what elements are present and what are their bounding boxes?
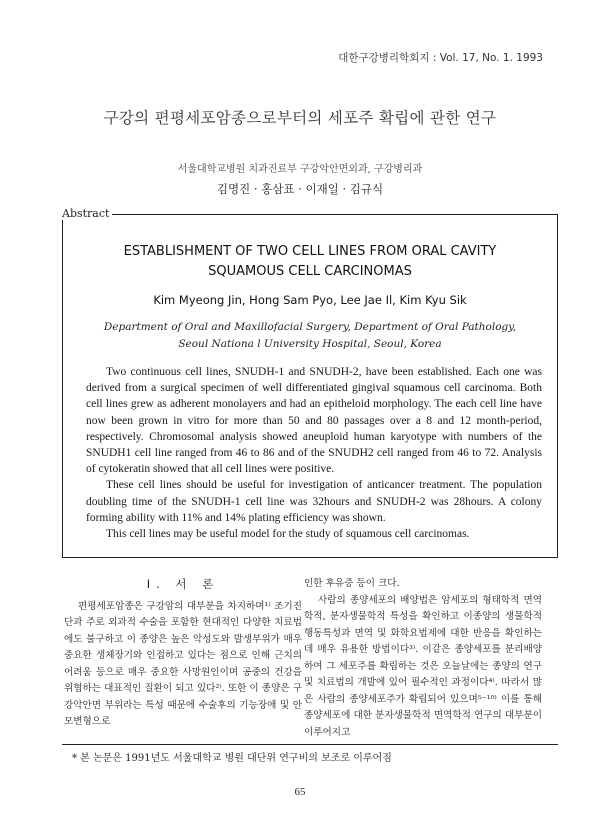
footnote: * 본 논문은 1991년도 서울대학교 병원 대단위 연구비의 보조로 이루어짐 xyxy=(72,753,392,764)
authors-kr: 김명진 · 홍삼표 · 이재일 · 김규식 xyxy=(216,182,384,196)
right-column xyxy=(304,576,542,741)
authors-en: Kim Myeong Jin, Hong Sam Pyo, Lee Jae Il, Kim Kyu Sik xyxy=(153,293,467,307)
left-column xyxy=(64,576,302,731)
english-title-line-1: ESTABLISHMENT OF TWO CELL LINES FROM ORAL CAVITY xyxy=(123,244,497,259)
abstract-paragraph: These cell lines should be useful for investigation of anticancer treatment. The population doubling time of the SNUDH-1 cell line was 32hours and SNUDH-2 was 28hours. A colony forming ability with 11% and 14% plating efficiency was shown. xyxy=(86,479,542,524)
korean-title: 구강의 편평세포암종으로부터의 세포주 확립에 관한 연구 xyxy=(103,109,497,127)
abstract-paragraph: Two continuous cell lines, SNUDH-1 and SNUDH-2, have been established. Each one was derived from a surgical specimen of well differentiated gingival squamous cell carcinoma. Both cell lines grew as adherent monolayers and had an epitheloid morphology. The each cell line have now been grown in vitro for more than 50 and 80 passages over a 8 and 12 month-period, respectively. Chromosomal analysis showed aneuploid human karyotype with numbers of the SNUDH1 cell line ranged from 46 to 86 and of the SNUDH2 cell ranged from 46 to 72. Analysis of cytokeratin showed that all cell lines were positive. xyxy=(86,366,542,476)
abstract-body xyxy=(86,364,542,542)
department-en-line-1: Department of Oral and Maxillofacial Surgery, Department of Oral Pathology, xyxy=(103,321,517,333)
department-en-line-2: Seoul Nationa l University Hospital, Seoul, Korea xyxy=(178,338,442,350)
page-number: 65 xyxy=(294,786,306,798)
english-title-line-2: SQUAMOUS CELL CARCINOMAS xyxy=(208,264,412,279)
section-heading-introduction: Ⅰ. 서 론 xyxy=(146,577,220,591)
journal-header: 대한구강병리학회지 : Vol. 17, No. 1. 1993 xyxy=(338,52,543,64)
footnote-divider xyxy=(62,744,558,745)
affiliation-kr: 서울대학교병원 치과진료부 구강악안면외과, 구강병리과 xyxy=(177,164,423,175)
body-paragraph: 사람의 종양세포의 배양법은 암세포의 형태학적 면역학적, 분자생물학적 특성을 확인하고 이종양의 생물학적 행동특성과 면역 및 화학요법제에 대한 반응을 확인하는데 매우 유용한 방법이다³⁾. 이같은 종양세포를 분리배양하여 그 세포주를 확립하는 것은 오늘날에는 종양의 연구 및 치료법의 개발에 있어 필수적인 과정이다⁴⁾. 따라서 많은 사람의 종양세포주가 확립되어 있으며⁵⁻¹⁰⁾ 이를 통해 종양세포에 대한 분자생물학적 면역학적 연구의 대부분이 이루어지고 xyxy=(304,594,542,738)
body-paragraph: 편평세포암종은 구강암의 대부분을 차지하며¹⁾ 조기진단과 주로 외과적 수술을 포함한 현대적인 다양한 치료법에도 불구하고 이 종양은 높은 악성도와 발생부위가 매우 중요한 생체장기와 인접하고 있다는 점으로 인해 근치의 어려움 등으로 매우 중요한 사망원인이며 공중의 건강을 위협하는 대표적인 질환이 되고 있다²⁾. 또한 이 종양은 구강악안면 부위라는 특성 때문에 수술후의 기능장애 및 안모변형으로 xyxy=(64,600,302,727)
english-title xyxy=(62,242,558,282)
department-en xyxy=(62,319,558,353)
abstract-paragraph: This cell lines may be useful model for the study of squamous cell carcinomas. xyxy=(106,528,470,541)
abstract-label: Abstract xyxy=(62,207,112,220)
body-paragraph-continued: 인한 후유증 등이 크다. xyxy=(304,578,400,589)
